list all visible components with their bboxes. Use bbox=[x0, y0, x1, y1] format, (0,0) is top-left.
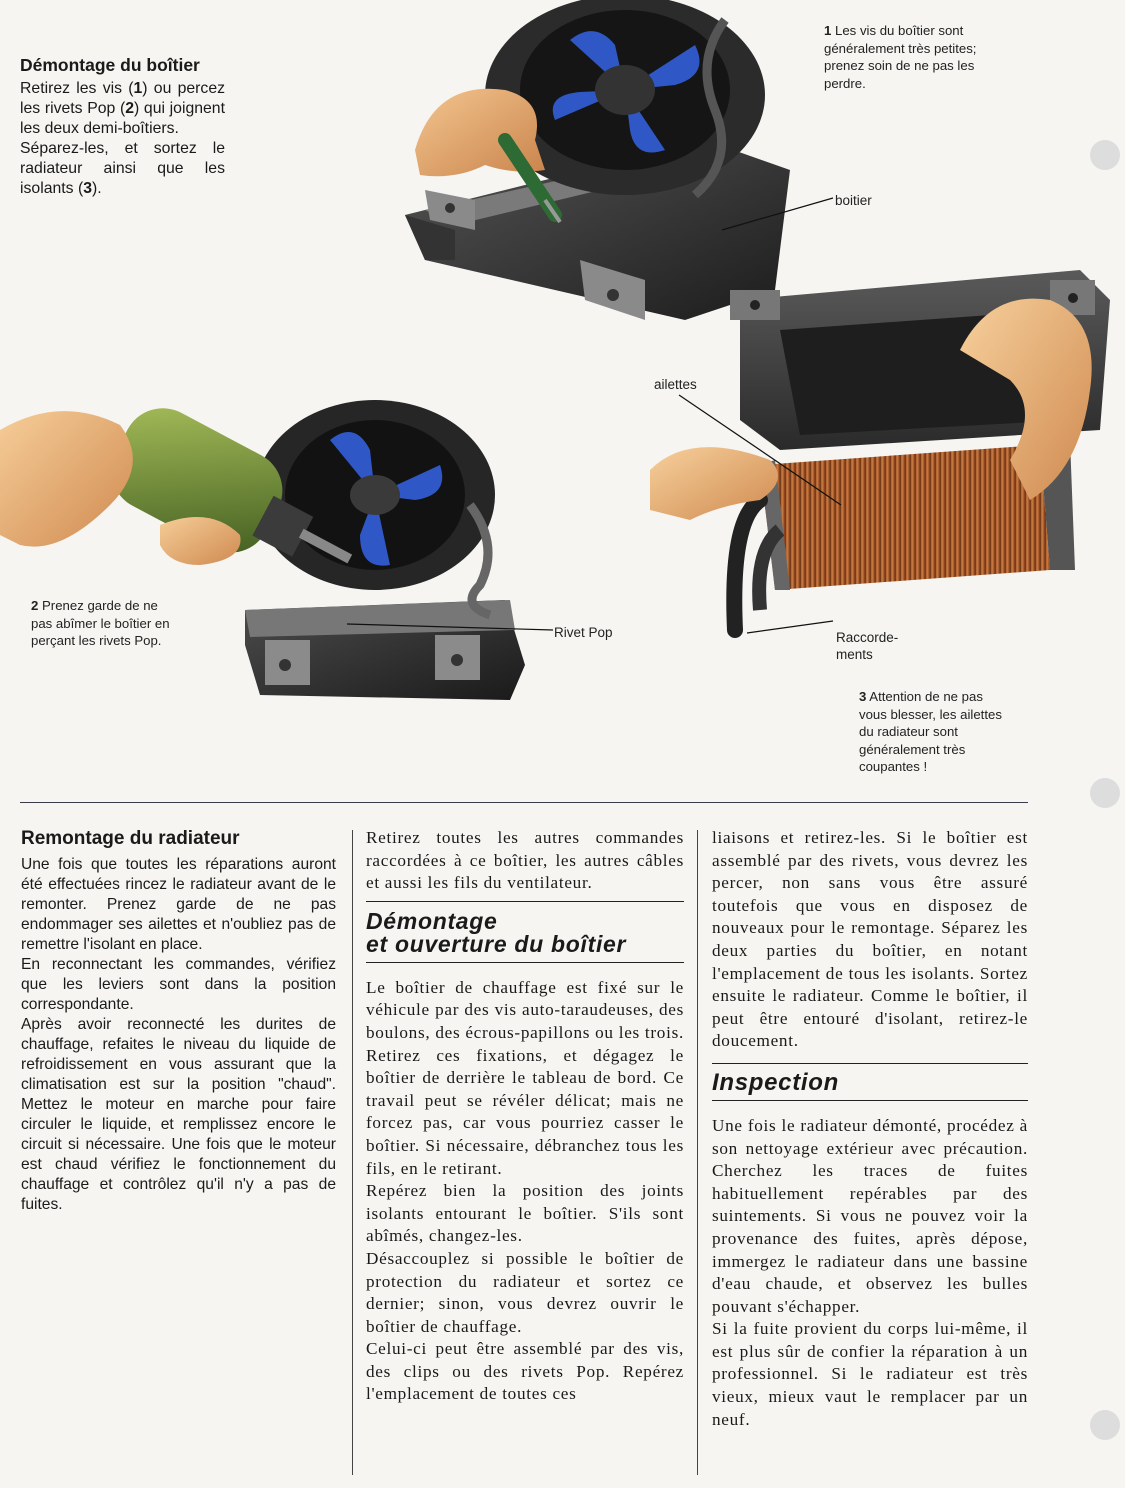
section-divider bbox=[20, 802, 1028, 803]
column-2 bbox=[366, 827, 684, 1406]
label-ailettes: ailettes bbox=[654, 377, 697, 392]
inspection-title: Inspection bbox=[712, 1068, 840, 1096]
heading-underline bbox=[366, 962, 684, 963]
demontage-title-line-2: et ouverture du boîtier bbox=[366, 930, 627, 957]
remontage-paragraph-1: Une fois que toutes les réparations auront été effectuées rincez le radiateur avant de le remonter. Prenez garde de ne pas endommager ses ailettes et n'oubliez pas de remettre l'isolant en place. bbox=[21, 856, 336, 953]
intro-title: Démontage du boîtier bbox=[20, 55, 200, 75]
demontage-paragraph-5: Celui-ci peut être assemblé par des vis, des clips ou des rivets Pop. Repérez l'emplacement de toutes ces bbox=[366, 1339, 684, 1404]
inspection-paragraph-2: Si la fuite provient du corps lui-même, il est plus sûr de confier la réparation à un professionnel. Si le radiateur est très vieux, mieux vaut le remplacer par un neuf. bbox=[712, 1319, 1028, 1429]
remontage-paragraph-2: En reconnectant les commandes, vérifiez que les leviers sont dans la position correspondante. bbox=[21, 956, 336, 1013]
caption-2: 2 Prenez garde de ne pas abîmer le boîtier en perçant les rivets Pop. bbox=[31, 598, 170, 648]
intro-block bbox=[20, 55, 225, 199]
column-3-paragraph-1: liaisons et retirez-les. Si le boîtier est assemblé par des rivets, vous devrez les percer, non sans vous être assuré toutefois que vous en disposez de nouveaux pour le remontage. Séparez les deux parties du boîtier, en notant l'emplacement de tous les isolants. Sortez ensuite le radiateur. Comme le boîtier, il peut être entouré d'isolant, retirez-le doucement. bbox=[712, 828, 1028, 1051]
heading-underline bbox=[712, 1100, 1028, 1101]
inspection-paragraph-1: Une fois le radiateur démonté, procédez à son nettoyage extérieur avec précaution. Cherchez les traces de fuites habituellement repérables par des suintements. Si vous ne pouvez voir la provenance des fuites, après dépose, immergez le radiateur dans une bassine d'eau chaude, et observez les bulles pouvant s'échapper. bbox=[712, 1115, 1028, 1316]
section-heading-demontage bbox=[366, 901, 684, 956]
caption-3: 3 Attention de ne pas vous blesser, les ailettes du radiateur sont généralement très coupantes ! bbox=[859, 689, 1002, 774]
punch-hole bbox=[1090, 140, 1120, 170]
demontage-paragraph-2: Retirez ces fixations, et dégagez le boîtier de derrière le tableau de bord. Ce travail peut se révéler délicat; mais ne forcez pas, car vous pourriez casser le boîtier. Si nécessaire, débranchez tous les fils, en le retirant. bbox=[366, 1045, 684, 1178]
leader-line-boitier bbox=[720, 195, 835, 235]
column-rule bbox=[697, 830, 698, 1475]
intro-text: Retirez les vis (1) ou percez les rivets Pop (2) qui joignent les deux demi-boîtiers. Séparez-les, et sortez le radiateur ainsi que les isolants (3). bbox=[20, 80, 226, 197]
demontage-paragraph-1: Le boîtier de chauffage est fixé sur le véhicule par des vis auto-taraudeuses, des boulons, des écrous-papillons ou les trois. bbox=[366, 977, 684, 1042]
punch-hole bbox=[1090, 778, 1120, 808]
demontage-title-line-1: Démontage bbox=[366, 907, 498, 934]
section-heading-inspection bbox=[712, 1063, 1028, 1094]
column-2-intro: Retirez toutes les autres commandes raccordées à ce boîtier, les autres câbles et aussi les fils du ventilateur. bbox=[366, 828, 684, 893]
label-rivet-pop: Rivet Pop bbox=[554, 625, 613, 640]
leader-line-raccordements bbox=[745, 618, 835, 636]
remontage-column bbox=[21, 828, 336, 1215]
caption-1: 1 Les vis du boîtier sont généralement très petites; prenez soin de ne pas les perdre. bbox=[824, 23, 977, 91]
demontage-paragraph-3: Repérez bien la position des joints isolants entourant le boîtier. S'ils sont abîmés, changez-les. bbox=[366, 1181, 684, 1246]
demontage-paragraph-4: Désaccouplez si possible le boîtier de protection du radiateur et sortez ce dernier; sinon, vous devrez ouvrir le boîtier de chauffage. bbox=[366, 1248, 684, 1336]
label-raccordements: Raccorde-ments bbox=[836, 630, 899, 662]
illustration-drilling-rivets bbox=[0, 385, 525, 705]
leader-line-rivet bbox=[345, 620, 555, 634]
label-boitier: boitier bbox=[835, 193, 872, 208]
column-rule bbox=[352, 830, 353, 1475]
column-3 bbox=[712, 827, 1028, 1431]
leader-line-ailettes bbox=[676, 392, 846, 512]
remontage-title: Remontage du radiateur bbox=[21, 828, 240, 849]
remontage-paragraph-3: Après avoir reconnecté les durites de chauffage, refaites le niveau du liquide de refroidissement en vous assurant que la climatisation est sur la position "chaud". Mettez le moteur en marche pour faire circuler le liquide, et remplissez encore le circuit si nécessaire. Une fois que le moteur est chaud vérifiez le fonctionnement du chauffage et contrôlez qu'il n'y a pas de fuites. bbox=[21, 1016, 336, 1213]
punch-hole bbox=[1090, 1410, 1120, 1440]
